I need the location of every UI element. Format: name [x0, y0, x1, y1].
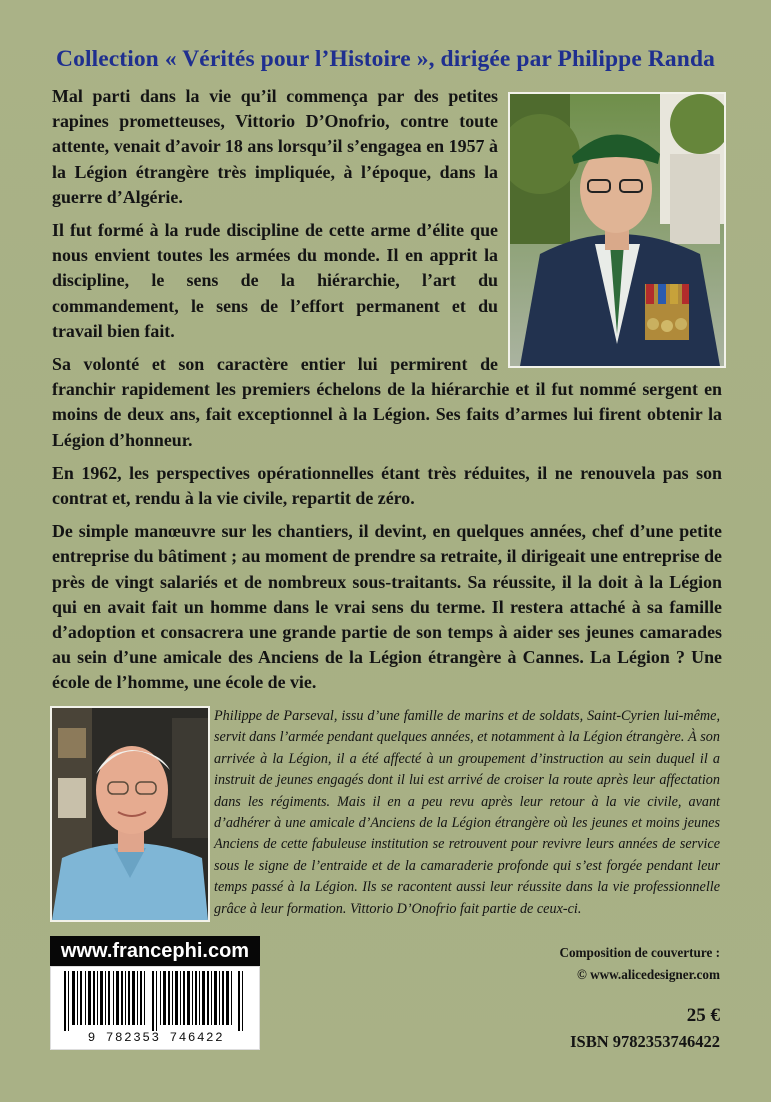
paragraph-1: Mal parti dans la vie qu’il commença par des petites rapines prometteuses, Vittorio D’Onofrio, contre toute attente, venait d’avoir 18 ans lorsqu’il s’engagea en 1957 à la Légion étrangère très impliquée, à l’époque, dans la guerre d’Algérie. — [52, 86, 498, 207]
author-photo — [50, 706, 210, 922]
paragraph-4: En 1962, les perspectives opérationnelles étant très réduites, il ne renouvela pas son contrat et, rendu à la vie civile, repartit de zéro. — [52, 462, 722, 509]
collection-title: Collection « Vérités pour l’Histoire », dirigée par Philippe Randa — [56, 46, 715, 72]
publisher-website: www.francephi.com — [50, 936, 260, 966]
paragraph-5: De simple manœuvre sur les chantiers, il devint, en quelques années, chef d’une petite entreprise du bâtiment ; au moment de prendre sa retraite, il dirigeait une entreprise de près de vingt salariés et de nombreux sous-traitants. Sa réussite, il la doit à la Légion qui en avait fait un homme dans le vrai sens du terme. Il restera attaché à sa famille d’adoption et consacrera une grande partie de son temps à aider ses jeunes camarades au sein d’une amicale des Anciens de la Légion étrangère à Cannes. La Légion ? Une école de l’homme, une école de vie. — [52, 521, 722, 693]
cover-credits — [480, 942, 720, 986]
paragraph-3: Sa volonté et son caractère entier lui permirent de franchir rapidement les premiers échelons de la hiérarchie et il fut nommé sergent en moins de deux ans, fait exceptionnel à la Légion. Ses faits d’armes lui firent obtenir la Légion d’honneur. — [52, 354, 722, 450]
synopsis — [52, 84, 722, 704]
paragraph-2: Il fut formé à la rude discipline de cette arme d’élite que nous envient toutes les armées du monde. Il en apprit la discipline, le sens de la hiérarchie, l’art du commandement, le sens de l’effort permanent et du travail bien fait. — [52, 220, 498, 341]
legionnaire-illustration — [510, 94, 724, 366]
legionnaire-photo — [508, 92, 726, 368]
price: 25 € — [686, 1005, 720, 1026]
credits-label: Composition de couverture : — [559, 945, 720, 960]
barcode-digits: 9 782353 746422 — [87, 1031, 225, 1045]
credits-designer: © www.alicedesigner.com — [576, 967, 720, 982]
isbn-number: ISBN 9782353746422 — [570, 1032, 720, 1051]
barcode-bars — [52, 971, 260, 1033]
author-bio: Philippe de Parseval, issu d’une famille de marins et de soldats, Saint-Cyrien lui-même, servit dans l’armée pendant quelques années, et notamment à la Légion étrangère. À son arrivée à la Légion, il a été affecté à un groupement d’instruction au sein duquel il a instruit de jeunes engagés dont il lui est arrivé de croiser la route après leur affectation dans les régiments. Mais il en a peu revu après leur retour à la vie civile, avant d’adhérer à une amicale d’Anciens de la Légion étrangère où les jeunes et moins jeunes Anciens de cette fabuleuse institution se retrouvent pour revivre leurs années de service sous le signe de l’entraide et de la camaraderie profonde qui s’est forgée pendant leur temps passé à la Légion. Ils se racontent aussi leur réussite dans la vie professionnelle grâce à leur formation. Vittorio D’Onofrio fait partie de ceux-ci. — [214, 708, 720, 917]
isbn-barcode — [50, 966, 260, 1050]
author-illustration — [52, 708, 208, 920]
